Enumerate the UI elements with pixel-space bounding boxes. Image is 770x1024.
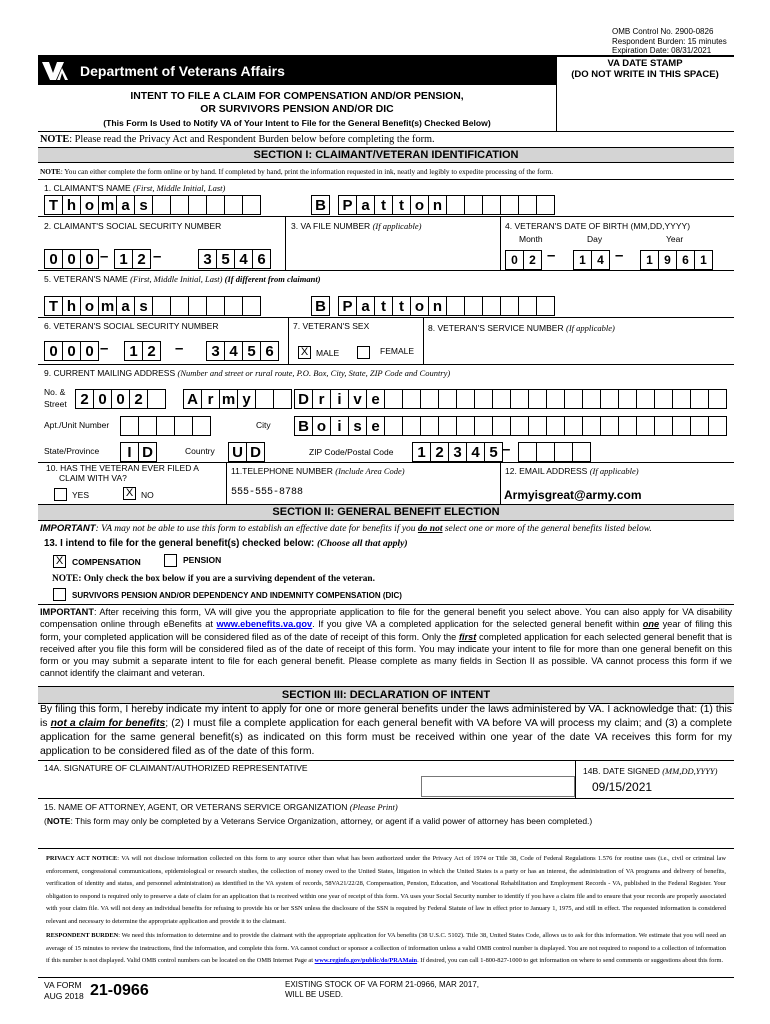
dob-day-label: Day — [587, 234, 603, 244]
service-number-field[interactable] — [428, 336, 728, 360]
veteran-ssn-last[interactable]: 3 4 5 6 — [206, 341, 278, 361]
survivors-label: SURVIVORS PENSION AND/OR DEPENDENCY AND INDEMNITY COMPENSATION (DIC) — [72, 591, 402, 600]
veteran-ssn-middle[interactable]: 1 2 — [124, 341, 160, 361]
form-subtitle: (This Form Is Used to Notify VA of Your Intent to File for the General Benefit(s) Checked Below) — [103, 118, 491, 128]
benefit-info-paragraph: IMPORTANT: After receiving this form, VA will give you the appropriate application to file for the general benefit you select above. You can also apply for VA disability compensation online through eBenefits at www.ebenefits.va.gov. If you give VA a completed application for the selected general benefit within one year of filing this form, your completed application will be considered filed as of the date of receipt of this form. Only the first completed application for each selected general benefit that is received after you file this form will be considered filed as of the date of receipt of this form. You may indicate your intent to file for more than one general benefit on this form or you may submit a separate intent to file for each general benefit. Please complete as many fields in Section II as possible. VA cannot process this form if we cannot identify the claimant and veteran. — [40, 607, 732, 679]
omb-control: OMB Control No. 2900-0826 — [612, 27, 714, 36]
declaration-paragraph: By filing this form, I hereby indicate my intent to apply for one or more general benefits under the laws administered by VA. I acknowledge that: (1) this is not a claim for benefits; (2) I must file a complete application for each general benefit with VA before VA will process my claim; and (3) a complete application for the same general benefit(s) as indicated on this form must be received within one year of the date VA receives this form for my application to be considered filed as of the date of this form. — [40, 704, 732, 757]
va-file-number-label: 3. VA FILE NUMBER (If applicable) — [291, 221, 422, 231]
telephone-field[interactable]: 555-555-8788 — [231, 487, 304, 498]
mailing-address-label: 9. CURRENT MAILING ADDRESS (Number and street or rural route, P.O. Box, City, State, ZIP Code and Country) — [44, 368, 451, 378]
service-number-label: 8. VETERAN'S SERVICE NUMBER (If applicable) — [428, 323, 615, 333]
form-title-line2: OR SURVIVORS PENSION AND/OR DIC — [200, 104, 394, 115]
veteran-name-label: 5. VETERAN'S NAME (First, Middle Initial, Last) (If different from claimant) — [44, 274, 321, 284]
stamp-subtitle: (DO NOT WRITE IN THIS SPACE) — [571, 69, 719, 80]
footer-existing-stock: EXISTING STOCK OF VA FORM 21-0966, MAR 2017, WILL BE USED. — [285, 980, 479, 999]
street-name-field[interactable]: A r m y — [183, 389, 291, 409]
omb-burden: Respondent Burden: 15 minutes — [612, 36, 727, 46]
country-field[interactable]: U D — [228, 442, 264, 462]
street-name-field-2[interactable]: D r i v e — [294, 389, 726, 409]
filed-claim-no-checkbox[interactable]: X — [123, 487, 136, 500]
va-seal-icon — [40, 59, 70, 83]
no-label: NO — [141, 490, 154, 500]
zip-ext-field[interactable] — [518, 442, 590, 462]
signature-field[interactable] — [421, 776, 575, 797]
section-3-header: SECTION III: DECLARATION OF INTENT — [38, 686, 734, 704]
veteran-dob-label: 4. VETERAN'S DATE OF BIRTH (MM,DD,YYYY) — [505, 221, 691, 231]
signature-label: 14A. SIGNATURE OF CLAIMANT/AUTHORIZED REPRESENTATIVE — [44, 763, 308, 773]
veteran-last-name[interactable]: P a t t o n — [338, 296, 554, 316]
female-checkbox[interactable] — [357, 346, 370, 359]
filed-claim-yes-checkbox[interactable] — [54, 488, 67, 501]
benefit-election-label: 13. I intend to file for the general benefit(s) checked below: (Choose all that apply) — [44, 538, 408, 549]
country-label: Country — [185, 446, 215, 456]
va-date-stamp — [556, 58, 734, 80]
email-field[interactable]: Armyisgreat@army.com — [504, 488, 642, 502]
pension-checkbox[interactable] — [164, 554, 177, 567]
zip-field[interactable]: 1 2 3 4 5 — [412, 442, 502, 462]
omb-block — [612, 27, 727, 56]
state-label: State/Province — [44, 446, 100, 456]
form-title — [38, 90, 556, 116]
compensation-checkbox[interactable]: X — [53, 555, 66, 568]
claimant-ssn-label: 2. CLAIMANT'S SOCIAL SECURITY NUMBER — [44, 221, 222, 231]
privacy-note: NOTE: Please read the Privacy Act and Respondent Burden below before completing the form. — [40, 134, 435, 145]
privacy-act-notice: PRIVACY ACT NOTICE: VA will not disclose information collected on this form to any source other than what has been authorized under the Privacy Act of 1974 or Title 38, Code of Federal Regulations 1.576 for routine uses (i.e., civil or criminal law enforcement, congressional communications, epidemiological or research studies, the collection of money owed to the United States, litigation in which the United States is a party or has an interest, the administration of VA programs and delivery of benefits, verification of identity and status, and personnel administration) as identified in the VA system of records, 58VA21/22/28, Compensation, Pension, Education, and Vocational Rehabilitation and Employment Records - VA, published in the Federal Register. Your obligation to respond is required only to preserve a date of claim for an application that is received within one year of receipt of this form. VA uses your Social Security number to identify if you have a claim file and to ensure that your records are properly associated with your claim file. VA will not deny an individual benefits for refusing to provide his or her SSN unless the disclosure of the SSN is required by Federal Statute of law in effect prior to January 1, 1975, and still in effect. The requested information is considered relevant and necessary to determine the appropriate application and provide it to the claimant. — [46, 855, 727, 925]
respondent-burden: RESPONDENT BURDEN: We need this information to determine and to provide the claimant with the appropriate application for VA benefits (38 U.S.C. 5102). Title 38, United States Code, allows us to ask for this information. We estimate that you will need an average of 15 minutes to review the instructions, find the information, and complete this form. VA cannot conduct or sponsor a collection of information unless a valid OMB control number is displayed. You are not required to respond to a collection of information if this number is not displayed. Valid OMB control numbers can be located on the OMB Internet Page at www.reginfo.gov/public/do/PRAMain. If desired, you can call 1-800-827-1000 to get information on where to send comments or suggestions about this form. — [46, 932, 726, 964]
male-label: MALE — [316, 348, 340, 358]
dob-month-label: Month — [519, 234, 543, 244]
form-title-line1: INTENT TO FILE A CLAIM FOR COMPENSATION AND/OR PENSION, — [130, 91, 464, 102]
apt-field[interactable] — [120, 416, 210, 436]
survivors-checkbox[interactable] — [53, 588, 66, 601]
claimant-ssn-middle[interactable]: 1 2 — [114, 249, 150, 269]
dob-month-field[interactable]: 0 2 — [505, 250, 541, 270]
section-2-important: IMPORTANT: VA may not be able to use this form to establish an effective date for benefits if you do not select one or more of the general benefits listed below. — [40, 523, 652, 534]
veteran-name-field[interactable]: T h o m a s — [44, 296, 260, 316]
claimant-middle-initial[interactable]: B — [311, 195, 329, 215]
veteran-ssn-field[interactable]: 0 0 0 — [44, 341, 98, 361]
agency-name: Department of Veterans Affairs — [80, 63, 285, 79]
female-label: FEMALE — [380, 346, 415, 356]
apt-label: Apt./Unit Number — [44, 420, 110, 430]
telephone-label: 11.TELEPHONE NUMBER (Include Area Code) — [231, 466, 405, 476]
male-checkbox[interactable]: X — [298, 346, 311, 359]
claimant-name-field[interactable]: T h o m a s — [44, 195, 260, 215]
survivor-note: NOTE: Only check the box below if you are a surviving dependent of the veteran. — [52, 574, 375, 584]
date-signed-field[interactable]: 09/15/2021 — [592, 780, 653, 794]
street-label: No. & Street — [44, 387, 67, 409]
stamp-title: VA DATE STAMP — [607, 58, 683, 69]
section-1-note: NOTE: You can either complete the form online or by hand. If completed by hand, print the information requested in ink, neatly and legibly to expedite processing of the form. — [40, 167, 554, 176]
section-1-header: SECTION I: CLAIMANT/VETERAN IDENTIFICATION — [38, 147, 734, 163]
ebenefits-link[interactable]: www.ebenefits.va.gov — [216, 619, 313, 630]
va-file-number-field[interactable] — [290, 232, 495, 262]
representative-label: 15. NAME OF ATTORNEY, AGENT, OR VETERANS SERVICE ORGANIZATION (Please Print) — [44, 802, 398, 812]
state-field[interactable]: I D — [120, 442, 156, 462]
veteran-sex-label: 7. VETERAN'S SEX — [293, 321, 370, 331]
zip-label: ZIP Code/Postal Code — [309, 447, 394, 457]
dob-day-field[interactable]: 1 4 — [573, 250, 609, 270]
date-signed-label: 14B. DATE SIGNED (MM,DD,YYYY) — [583, 766, 718, 776]
footer-form-number: 21-0966 — [90, 982, 149, 999]
yes-label: YES — [72, 490, 90, 500]
street-number-field[interactable]: 2 0 0 2 — [75, 389, 165, 409]
representative-field[interactable] — [44, 828, 732, 846]
claimant-ssn-field[interactable]: 0 0 0 — [44, 249, 98, 269]
form-page: OMB Control No. 2900-0826 Respondent Burden: 15 minutes Expiration Date: 08/31/2021 Department of Veterans Affairs VA DATE STAMP (DO NOT WRITE IN THIS SPACE) INTENT TO FILE A CLAIM FOR COMPENSATION AND/OR PENSION, OR SURVIVORS PENSION AND/OR DIC (This Form Is Used to Notify VA of Your Intent to File for the General Benefit(s) Checked Below) NOTE: Please read the Privacy Act and Respondent Burden below before completing the form. SECTION I: CLAIMANT/VETERAN IDENTIFICATION NOTE: You can either complete the form online or by hand. If completed by hand, print the information requested in ink, neatly and legibly to expedite processing of the form. 1. CLAIMANT'S NAME (First, Middle Initial, Last) T h o m a s B P a t t o n 2. CLAIMANT'S SOCIAL SECURITY NUMBER 3. VA FILE NUMBER (If applicable) 4. VETERAN'S DATE OF BIRTH (MM,DD,YYYY) Month Day Year 0 0 0 – 1 2 – 3 5 4 6 0 2 – 1 4 – 1 9 6 1 5. VETERAN'S NAME (First, Middle Initial, Last) (If different from claimant) T h o m a s B P a t t o n 6. VETERAN'S SOCIAL SECURITY NUMBER 7. VETERAN'S SEX 8. VETERAN'S SERVICE NUMBER (If applicable) 0 0 0 – 1 2 – 3 4 5 6 X MALE FEMALE 9. CURRENT MAILING ADDRESS (Number and street or rural route, P.O. Box, City, State, ZIP Code and Country) No. & Street 2 0 0 2 A r m y D r i v e Apt./Unit Number City B o i s e State/Province I D Country U D ZIP Code/Postal Code 1 2 3 4 5 – 10. HAS THE VETERAN EVER FILED A CLAIM WITH VA? YES X NO 11.TELEPHONE NUMBER (Include Area Code) 555-555-8788 12. EMAIL ADDRESS (If applicable) Armyisgreat@army.com SECTION II: GENERAL BENEFIT ELECTION IMPORTANT: VA may not be able to use this form to establish an effective date for benefits if you do not select one or more of the general benefits listed below. 13. I intend to file for the general benefit(s) checked below: (Choose all that apply) X COMPENSATION PENSION NOTE: Only check the box below if you are a surviving dependent of the veteran. SURVIVORS PENSION AND/OR DEPENDENCY AND INDEMNITY COMPENSATION (DIC) IMPORTANT: After receiving this form, VA will give you the appropriate application to file for the general benefit you select above. You can also apply for VA disability compensation online through eBenefits at www.ebenefits.va.gov. If you give VA a completed application for the selected general benefit within one year of filing this form, your completed application will be considered filed as of the date of receipt of this form. Only the first completed application for each selected general benefit that is received after you file this form will be considered filed as of the date of receipt of this form. You may indicate your intent to file for more than one general benefit on this form or you may submit a separate intent to file for each general benefit. Please complete as many fields in Section II as possible. VA cannot process this form if we cannot identify the claimant and veteran. SECTION III: DECLARATION OF INTENT By filing this form, I hereby indicate my intent to apply for one or more general benefits under the laws administered by VA. I acknowledge that: (1) this is not a claim for benefits; (2) I must file a complete application for each general benefit with VA before VA will process my claim; and (3) a complete application for the same general benefit(s) as indicated on this form must be received within one year of the date VA receives this form for my application to be considered filed as of the date of this form. 14A. SIGNATURE OF CLAIMANT/AUTHORIZED REPRESENTATIVE 14B. DATE SIGNED (MM,DD,YYYY) 09/15/2021 15. NAME OF ATTORNEY, AGENT, OR VETERANS SERVICE ORGANIZATION (Please Print) (NOTE: This form may only be completed by a Veterans Service Organization, attorney, or agent if a valid power of attorney has been completed.) PRIVACY ACT NOTICE: VA will not disclose information collected on this form to any source other than what has been authorized under the Privacy Act of 1974 or Title 38, Code of Federal Regulations 1.576 for routine uses (i.e., civil or criminal law enforcement, congressional communications, epidemiological or research studies, the collection of money owed to the United States, litigation in which the United States is a party or has an interest, the administration of VA programs and delivery of benefits, verification of identity and status, and personnel administration) as identified in the VA system of records, 58VA21/22/28, Compensation, Pension, Education, and Vocational Rehabilitation and Employment Records - VA, published in the Federal Register. Your obligation to respond is required only to preserve a date of claim for an application that is received within one year of receipt of this form. VA uses your Social Security number to identify if you have a claim file and to ensure that your records are properly associated with your claim file. VA will not deny an individual benefits for refusing to provide his or her SSN unless the disclosure of the SSN is required by Federal Statute of law in effect prior to January 1, 1975, and still in effect. The requested information is considered relevant and necessary to determine the appropriate application and provide it to the claimant. RESPONDENT BURDEN: We need this information to determine and to provide the claimant with the appropriate application for VA benefits (38 U.S.C. 5102). Title 38, United States Code, allows us to ask for this information. We estimate that you will need an average of 15 minutes to review the instructions, find the information, and complete this form. VA cannot conduct or sponsor a collection of information unless a valid OMB control number is displayed. You are not required to respond to a collection of information if this number is not displayed. Valid OMB control numbers can be located on the OMB Internet Page at www.reginfo.gov/public/do/PRAMain. If desired, you can call 1-800-827-1000 to get information on where to send comments or suggestions about this form. VA FORM AUG 2018 21-0966 EXISTING STOCK OF VA FORM 21-0966, MAR 2017, WILL BE USED. — [40, 27, 732, 1001]
claimant-name-label: 1. CLAIMANT'S NAME (First, Middle Initial, Last) — [44, 183, 226, 193]
veteran-ssn-label: 6. VETERAN'S SOCIAL SECURITY NUMBER — [44, 321, 219, 331]
claimant-last-name[interactable]: P a t t o n — [338, 195, 554, 215]
dob-year-label: Year — [666, 234, 684, 244]
agency-banner — [38, 57, 556, 85]
city-label: City — [256, 420, 271, 430]
footer-form-id: VA FORM AUG 2018 — [44, 980, 84, 1001]
omb-expiration: Expiration Date: 08/31/2021 — [612, 46, 712, 55]
claimant-ssn-last[interactable]: 3 5 4 6 — [198, 249, 270, 269]
dob-year-field[interactable]: 1 9 6 1 — [640, 250, 712, 270]
email-label: 12. EMAIL ADDRESS (If applicable) — [505, 466, 639, 476]
representative-note: (NOTE: This form may only be completed by a Veterans Service Organization, attorney, or agent if a valid power of attorney has been completed.) — [44, 816, 593, 826]
veteran-middle-initial[interactable]: B — [311, 296, 329, 316]
section-2-header: SECTION II: GENERAL BENEFIT ELECTION — [38, 504, 734, 521]
city-field[interactable]: B o i s e — [294, 416, 726, 436]
omb-link[interactable]: www.reginfo.gov/public/do/PRAMain — [314, 957, 418, 964]
pension-label: PENSION — [183, 555, 222, 565]
filed-claim-label: 10. HAS THE VETERAN EVER FILED A CLAIM WITH VA? — [46, 463, 199, 483]
compensation-label: COMPENSATION — [72, 557, 141, 567]
